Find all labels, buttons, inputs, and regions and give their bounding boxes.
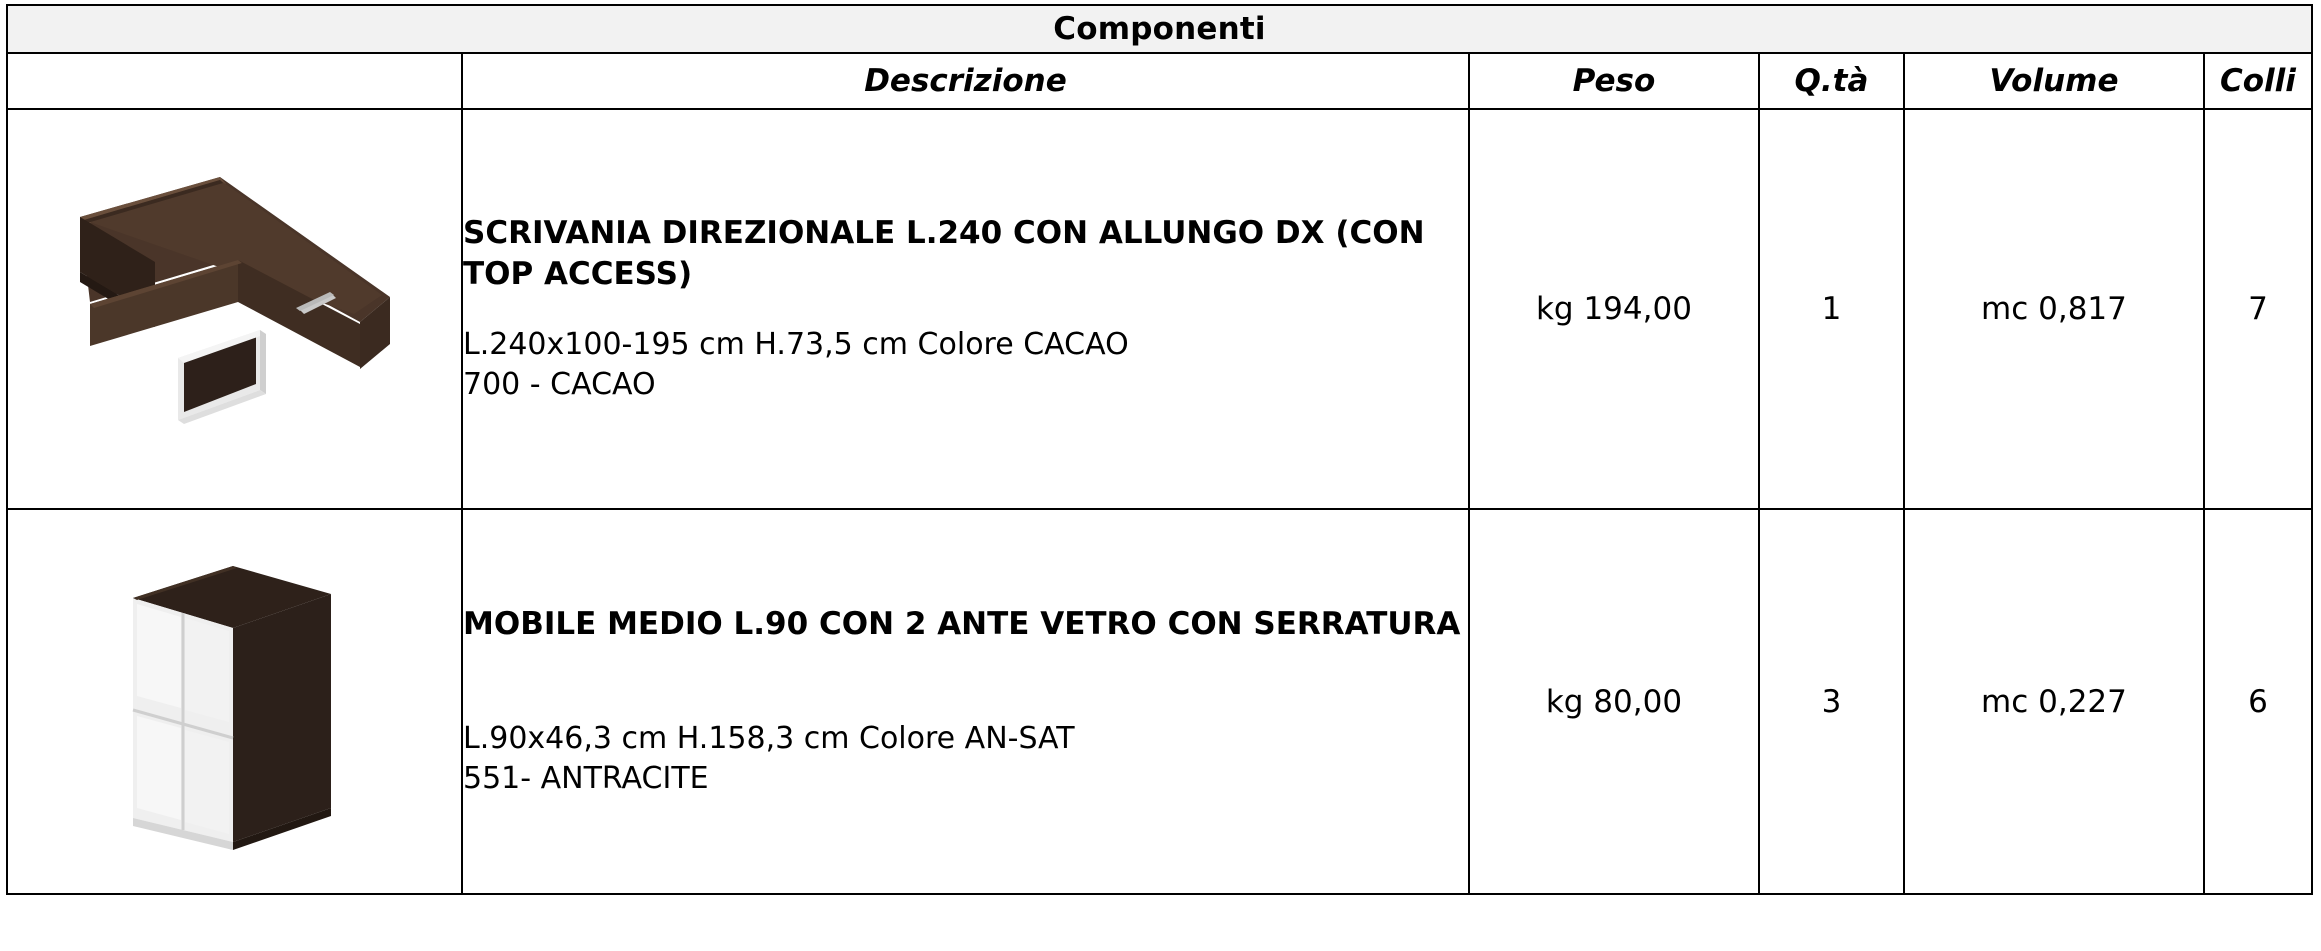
- table-row: [7, 109, 2312, 509]
- spacer: [463, 295, 1468, 325]
- header-packages: Colli: [2204, 53, 2312, 109]
- table-header-row: [7, 53, 2312, 109]
- table-title-row: [7, 5, 2312, 53]
- product-spec-line-2: 551- ANTRACITE: [463, 760, 709, 796]
- quantity-cell: 3: [1759, 509, 1904, 894]
- volume-cell: mc 0,227: [1904, 509, 2204, 894]
- components-table: [6, 4, 2313, 895]
- product-title: SCRIVANIA DIREZIONALE L.240 CON ALLUNGO DX (CON TOP ACCESS): [463, 215, 1425, 293]
- header-volume: Volume: [1904, 53, 2204, 109]
- header-weight: Peso: [1469, 53, 1759, 109]
- volume-cell: mc 0,817: [1904, 109, 2204, 509]
- product-spec-line-1: L.90x46,3 cm H.158,3 cm Colore AN-SAT: [463, 721, 1075, 757]
- weight-cell: kg 194,00: [1469, 109, 1759, 509]
- quantity-cell: 1: [1759, 109, 1904, 509]
- product-title: MOBILE MEDIO L.90 CON 2 ANTE VETRO CON SERRATURA: [463, 606, 1461, 643]
- cabinet-illustration: [115, 550, 355, 850]
- header-quantity: Q.tà: [1759, 53, 1904, 109]
- cabinet-illustration-cell: [7, 509, 462, 894]
- description-cell: [462, 509, 1469, 894]
- packages-cell: 6: [2204, 509, 2312, 894]
- weight-cell: kg 80,00: [1469, 509, 1759, 894]
- table-title: Componenti: [7, 5, 2312, 53]
- product-spec-line-1: L.240x100-195 cm H.73,5 cm Colore CACAO: [463, 327, 1129, 363]
- product-spec-line-2: 700 - CACAO: [463, 366, 656, 402]
- spacer: [463, 645, 1468, 719]
- description-cell: [462, 109, 1469, 509]
- desk-illustration-cell: [7, 109, 462, 509]
- header-description: Descrizione: [462, 53, 1469, 109]
- header-image: [7, 53, 462, 109]
- desk-illustration: [60, 162, 410, 452]
- packages-cell: 7: [2204, 109, 2312, 509]
- table-row: [7, 509, 2312, 894]
